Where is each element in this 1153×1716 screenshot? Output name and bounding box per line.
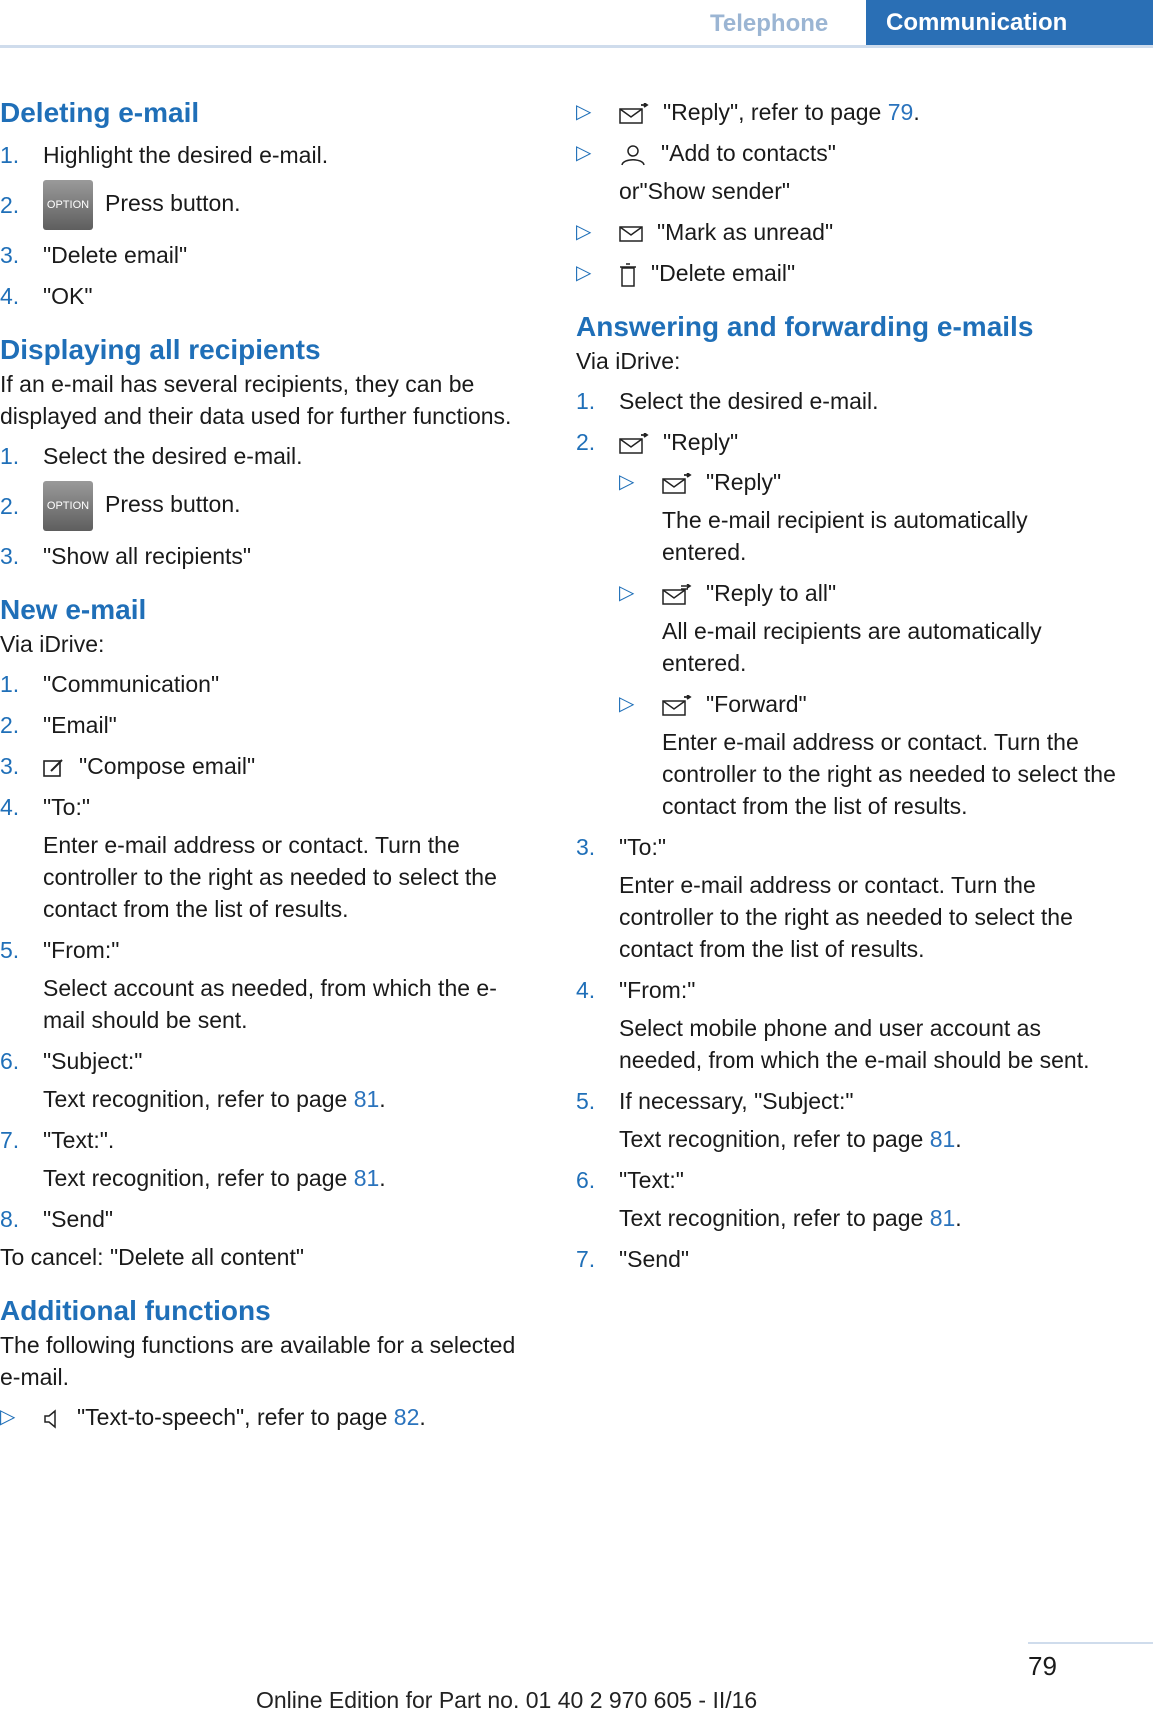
page-number: 79 xyxy=(1028,1651,1057,1681)
answering-via: Via iDrive: xyxy=(576,348,681,374)
answering-steps: 1. Select the desired e-mail. 2. "Reply" ▷ "Reply" The e-mail recipient is automatically entered. ▷ "Reply to all" All e-mail recipients are automatically entered. ▷ "Forward" Enter e-mail address or contact. Turn the controller to the right as needed to select the contact from the list of results. 3. "To:" Enter e-mail address or contact. Turn the controller to the right as needed to select the contact from the list of results. 4. "From:" Select mobile phone and user account as needed, from which the e-mail should be sent. 5. If necessary, "Subject:" Text recognition, refer to page 81. 6. "Text:" Text recognition, refer to page 81. 7. "Send" xyxy=(576,385,1116,1275)
list-item: "Communication" xyxy=(43,671,220,697)
list-item: "From:" xyxy=(43,937,120,963)
step-description: Text recognition, refer to page xyxy=(619,1205,930,1231)
reply-mail-icon xyxy=(619,433,649,455)
page-link[interactable]: 82 xyxy=(393,1404,420,1430)
list-item: "Email" xyxy=(43,712,117,738)
option-button-icon: OPTION xyxy=(43,180,93,230)
step-description: Text recognition, refer to page xyxy=(619,1126,930,1152)
option-button-icon: OPTION xyxy=(43,481,93,531)
deleting-title: Deleting e-mail xyxy=(0,97,200,128)
page-link[interactable]: 81 xyxy=(929,1205,956,1231)
new-email-via: Via iDrive: xyxy=(0,631,105,657)
list-item: "Mark as unread" xyxy=(657,219,834,245)
reply-all-icon xyxy=(662,584,692,606)
list-item: "From:" xyxy=(619,977,696,1003)
speaker-icon xyxy=(43,1409,63,1429)
header-rule xyxy=(0,45,1153,48)
reply-mail-icon xyxy=(619,103,649,125)
recipients-intro: If an e-mail has several recipients, they can be displayed and their data used for further functions. xyxy=(0,371,512,429)
page-link[interactable]: 81 xyxy=(353,1165,380,1191)
list-item: "Reply to all" xyxy=(706,580,837,606)
list-item: "Send" xyxy=(619,1246,690,1272)
page-link[interactable]: 79 xyxy=(887,99,914,125)
compose-icon xyxy=(43,758,65,778)
list-item: "Reply" xyxy=(706,469,782,495)
list-item: "Show all recipients" xyxy=(43,543,252,569)
deleting-steps: 1. Highlight the desired e-mail. 2. OPTION Press button. 3. "Delete email" 4. "OK" xyxy=(0,139,525,312)
list-item: "Reply" xyxy=(663,429,739,455)
list-item: "Text-to-speech", refer to page xyxy=(77,1404,394,1430)
list-item: "Delete email" xyxy=(651,260,796,286)
cancel-note: To cancel: "Delete all content" xyxy=(0,1244,304,1270)
mail-icon xyxy=(619,225,643,243)
list-item: or"Show sender" xyxy=(619,178,791,204)
new-email-title: New e-mail xyxy=(0,594,147,625)
answering-title: Answering and forwarding e-mails xyxy=(576,311,1034,342)
list-item: "Add to contacts" xyxy=(661,140,836,166)
list-item: "Subject:" xyxy=(43,1048,143,1074)
recipients-steps: 1. Select the desired e-mail. 2. OPTION Press button. 3. "Show all recipients" xyxy=(0,440,525,572)
page-link[interactable]: 81 xyxy=(929,1126,956,1152)
additional-intro: The following functions are available for a selected e-mail. xyxy=(0,1332,516,1390)
list-item: "OK" xyxy=(43,283,93,309)
footer-rule xyxy=(1028,1642,1153,1644)
right-column xyxy=(576,95,1116,1275)
list-item: "Text:". xyxy=(43,1127,115,1153)
list-item: If necessary, "Subject:" xyxy=(619,1088,854,1114)
forward-mail-icon xyxy=(662,695,692,717)
contact-icon xyxy=(619,144,647,166)
left-column xyxy=(0,95,525,1433)
list-item: Select the desired e-mail. xyxy=(619,388,879,414)
step-description: Enter e-mail address or contact. Turn the controller to the right as needed to select the contact from the list of results. xyxy=(43,832,497,922)
list-item: Select the desired e-mail. xyxy=(43,443,303,469)
new-email-steps: 1. "Communication" 2. "Email" 3. "Compose email" 4. "To:" Enter e-mail address or contact. Turn the controller to the right as needed to select the contact from the list of results. 5. "From:" Select account as needed, from which the e-mail should be sent. 6. "Subject:" Text recognition, refer to page 81. 7. "Text:". Text recognition, refer to page 81. 8. "Send" xyxy=(0,668,525,1235)
additional-list-left: ▷ "Text-to-speech", refer to page 82. xyxy=(0,1404,426,1430)
step-description: Select mobile phone and user account as needed, from which the e-mail should be sent. xyxy=(619,1015,1090,1073)
list-item: "To:" xyxy=(43,794,91,820)
step-description: Enter e-mail address or contact. Turn the controller to the right as needed to select the contact from the list of results. xyxy=(662,729,1116,819)
list-item: Highlight the desired e-mail. xyxy=(43,142,329,168)
tab-telephone: Telephone xyxy=(710,10,829,37)
step-description: All e-mail recipients are automatically entered. xyxy=(662,618,1042,676)
reply-mail-icon xyxy=(662,473,692,495)
additional-title: Additional functions xyxy=(0,1295,271,1326)
step-description: Text recognition, refer to page xyxy=(43,1086,354,1112)
page-link[interactable]: 81 xyxy=(353,1086,380,1112)
step-description: Enter e-mail address or contact. Turn the controller to the right as needed to select the contact from the list of results. xyxy=(619,872,1073,962)
reply-sublist: ▷ "Reply" The e-mail recipient is automatically entered. ▷ "Reply to all" All e-mail recipients are automatically entered. ▷ "Forward" Enter e-mail address or contact. Turn the controller to the right as needed to select the contact from the list of results. xyxy=(619,466,1116,822)
list-item: "Compose email" xyxy=(79,753,256,779)
list-item: Press button. xyxy=(105,190,241,217)
additional-list-right: ▷ "Reply", refer to page 79. ▷ "Add to contacts" or"Show sender" ▷ "Mark as unread" ▷ "Delete email" xyxy=(576,96,1116,289)
list-item: "Send" xyxy=(43,1206,114,1232)
list-item: "To:" xyxy=(619,834,667,860)
step-description: Text recognition, refer to page xyxy=(43,1165,354,1191)
tab-communication: Communication xyxy=(866,0,1153,48)
recipients-title: Displaying all recipients xyxy=(0,334,321,365)
list-item: "Reply", refer to page xyxy=(663,99,888,125)
page-header xyxy=(0,0,1153,48)
list-item: "Text:" xyxy=(619,1167,684,1193)
list-item: Press button. xyxy=(105,491,241,518)
step-description: The e-mail recipient is automatically entered. xyxy=(662,507,1028,565)
list-item: "Forward" xyxy=(706,691,807,717)
list-item: "Delete email" xyxy=(43,242,188,268)
footer-edition: Online Edition for Part no. 01 40 2 970 605 - II/16 xyxy=(256,1687,758,1713)
step-description: Select account as needed, from which the e-mail should be sent. xyxy=(43,975,497,1033)
trash-icon xyxy=(619,263,637,287)
